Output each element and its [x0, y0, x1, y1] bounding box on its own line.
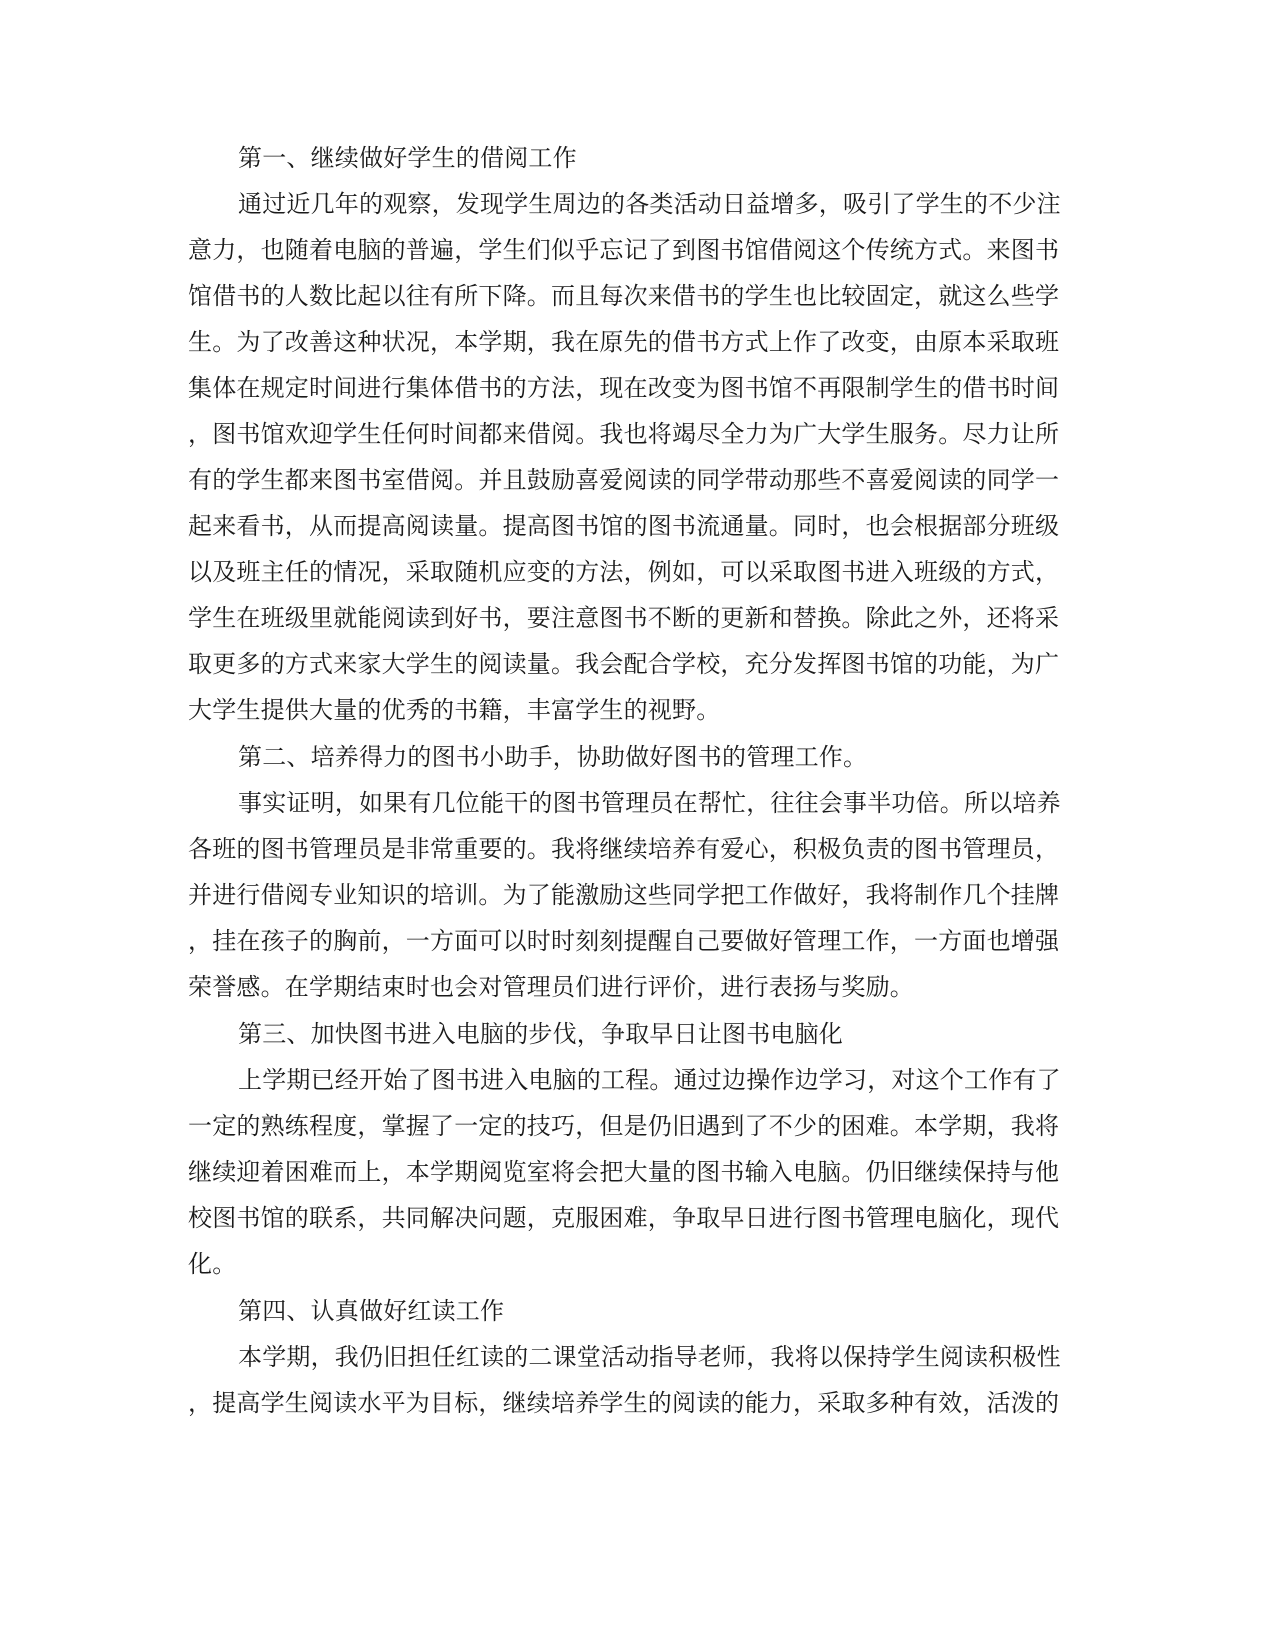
- paragraph-line: 通过近几年的观察，发现学生周边的各类活动日益增多，吸引了学生的不少注: [238, 190, 1061, 218]
- paragraph-line: 本学期，我仍旧担任红读的二课堂活动指导老师，我将以保持学生阅读积极性: [238, 1343, 1061, 1371]
- section-heading-1: 第一、继续做好学生的借阅工作: [238, 144, 577, 172]
- paragraph-line: ，图书馆欢迎学生任何时间都来借阅。我也将竭尽全力为广大学生服务。尽力让所: [188, 420, 1060, 448]
- paragraph-line: 一定的熟练程度，掌握了一定的技巧，但是仍旧遇到了不少的困难。本学期，我将: [188, 1112, 1060, 1140]
- paragraph-line: 上学期已经开始了图书进入电脑的工程。通过边操作边学习，对这个工作有了: [238, 1066, 1061, 1094]
- paragraph-line: 化。: [188, 1250, 237, 1278]
- section-heading-3: 第三、加快图书进入电脑的步伐，争取早日让图书电脑化: [238, 1020, 843, 1048]
- paragraph-line: 学生在班级里就能阅读到好书，要注意图书不断的更新和替换。除此之外，还将采: [188, 604, 1060, 632]
- paragraph-line: 馆借书的人数比起以往有所下降。而且每次来借书的学生也比较固定，就这么些学: [188, 282, 1060, 310]
- paragraph-line: ，挂在孩子的胸前，一方面可以时时刻刻提醒自己要做好管理工作，一方面也增强: [188, 927, 1060, 955]
- paragraph-line: 校图书馆的联系，共同解决问题，克服困难，争取早日进行图书管理电脑化，现代: [188, 1204, 1060, 1232]
- paragraph-line: 事实证明，如果有几位能干的图书管理员在帮忙，往往会事半功倍。所以培养: [238, 789, 1061, 817]
- paragraph-line: 并进行借阅专业知识的培训。为了能激励这些同学把工作做好，我将制作几个挂牌: [188, 881, 1060, 909]
- paragraph-line: 以及班主任的情况，采取随机应变的方法，例如，可以采取图书进入班级的方式，: [188, 558, 1060, 586]
- paragraph-line: 荣誉感。在学期结束时也会对管理员们进行评价，进行表扬与奖励。: [188, 973, 914, 1001]
- paragraph-line: 起来看书，从而提高阅读量。提高图书馆的图书流通量。同时，也会根据部分班级: [188, 512, 1060, 540]
- paragraph-line: 意力，也随着电脑的普遍，学生们似乎忘记了到图书馆借阅这个传统方式。来图书: [188, 236, 1060, 264]
- section-heading-4: 第四、认真做好红读工作: [238, 1297, 505, 1325]
- paragraph-line: ，提高学生阅读水平为目标，继续培养学生的阅读的能力，采取多种有效，活泼的: [188, 1389, 1060, 1417]
- paragraph-line: 取更多的方式来家大学生的阅读量。我会配合学校，充分发挥图书馆的功能，为广: [188, 650, 1060, 678]
- paragraph-line: 生。为了改善这种状况，本学期，我在原先的借书方式上作了改变，由原本采取班: [188, 328, 1060, 356]
- paragraph-line: 有的学生都来图书室借阅。并且鼓励喜爱阅读的同学带动那些不喜爱阅读的同学一: [188, 466, 1060, 494]
- paragraph-line: 继续迎着困难而上，本学期阅览室将会把大量的图书输入电脑。仍旧继续保持与他: [188, 1158, 1060, 1186]
- section-heading-2: 第二、培养得力的图书小助手，协助做好图书的管理工作。: [238, 743, 868, 771]
- paragraph-line: 集体在规定时间进行集体借书的方法，现在改变为图书馆不再限制学生的借书时间: [188, 374, 1060, 402]
- paragraph-line: 大学生提供大量的优秀的书籍，丰富学生的视野。: [188, 696, 721, 724]
- paragraph-line: 各班的图书管理员是非常重要的。我将继续培养有爱心，积极负责的图书管理员，: [188, 835, 1060, 863]
